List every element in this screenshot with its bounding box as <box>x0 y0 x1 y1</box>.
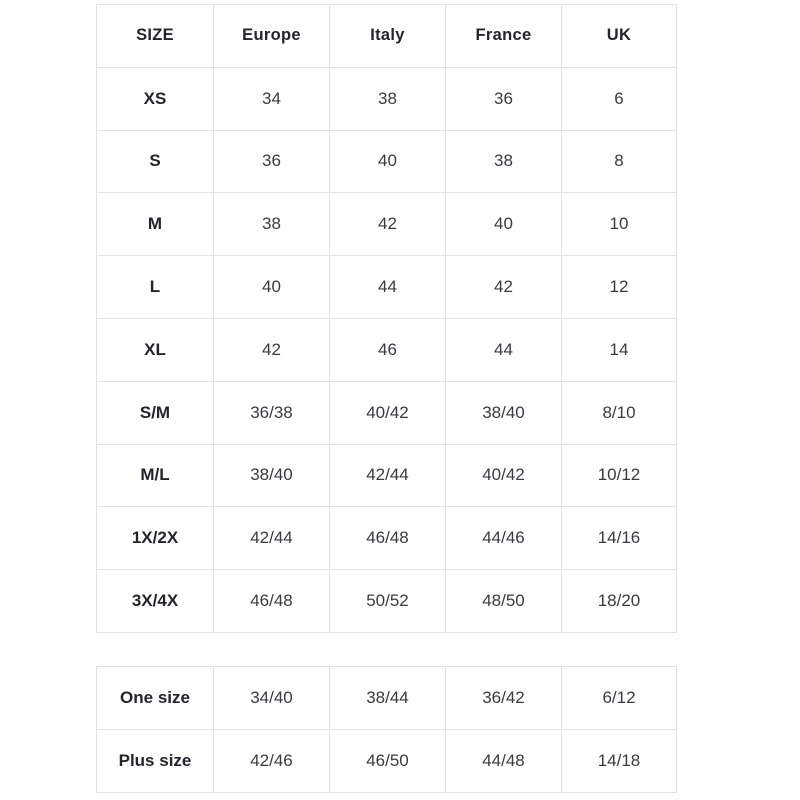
cell-italy: 50/52 <box>330 570 446 633</box>
table-row <box>97 730 677 793</box>
cell-uk: 8 <box>562 130 677 193</box>
cell-france: 38/40 <box>446 381 562 444</box>
row-label: 1X/2X <box>97 507 214 570</box>
cell-france: 36/42 <box>446 667 562 730</box>
row-label: M <box>97 193 214 256</box>
cell-uk: 14 <box>562 318 677 381</box>
size-chart-table-container <box>96 4 676 633</box>
cell-europe: 34/40 <box>214 667 330 730</box>
row-label: S <box>97 130 214 193</box>
cell-uk: 14/18 <box>562 730 677 793</box>
cell-france: 44/46 <box>446 507 562 570</box>
cell-uk: 18/20 <box>562 570 677 633</box>
cell-france: 48/50 <box>446 570 562 633</box>
cell-france: 36 <box>446 67 562 130</box>
cell-uk: 6/12 <box>562 667 677 730</box>
table-row <box>97 570 677 633</box>
table-header-row <box>97 5 677 68</box>
cell-italy: 42 <box>330 193 446 256</box>
cell-europe: 40 <box>214 256 330 319</box>
cell-europe: 34 <box>214 67 330 130</box>
row-label: XS <box>97 67 214 130</box>
cell-europe: 36 <box>214 130 330 193</box>
cell-europe: 42 <box>214 318 330 381</box>
table-row <box>97 444 677 507</box>
column-header-uk: UK <box>562 5 677 68</box>
cell-europe: 38 <box>214 193 330 256</box>
cell-europe: 46/48 <box>214 570 330 633</box>
extra-size-table-container <box>96 666 676 793</box>
cell-europe: 42/46 <box>214 730 330 793</box>
cell-italy: 42/44 <box>330 444 446 507</box>
table-row <box>97 381 677 444</box>
table-row <box>97 256 677 319</box>
cell-europe: 42/44 <box>214 507 330 570</box>
cell-italy: 38/44 <box>330 667 446 730</box>
cell-uk: 6 <box>562 67 677 130</box>
cell-italy: 44 <box>330 256 446 319</box>
cell-uk: 14/16 <box>562 507 677 570</box>
row-label: One size <box>97 667 214 730</box>
column-header-france: France <box>446 5 562 68</box>
cell-europe: 38/40 <box>214 444 330 507</box>
cell-france: 44/48 <box>446 730 562 793</box>
cell-italy: 38 <box>330 67 446 130</box>
cell-france: 40 <box>446 193 562 256</box>
column-header-size: SIZE <box>97 5 214 68</box>
cell-france: 40/42 <box>446 444 562 507</box>
table-row <box>97 318 677 381</box>
cell-france: 38 <box>446 130 562 193</box>
table-row <box>97 67 677 130</box>
row-label: L <box>97 256 214 319</box>
table-row <box>97 667 677 730</box>
table-body <box>97 67 677 632</box>
row-label: M/L <box>97 444 214 507</box>
cell-italy: 46/48 <box>330 507 446 570</box>
cell-italy: 46/50 <box>330 730 446 793</box>
column-header-europe: Europe <box>214 5 330 68</box>
row-label: XL <box>97 318 214 381</box>
cell-france: 44 <box>446 318 562 381</box>
row-label: 3X/4X <box>97 570 214 633</box>
row-label: Plus size <box>97 730 214 793</box>
column-header-italy: Italy <box>330 5 446 68</box>
cell-italy: 40 <box>330 130 446 193</box>
table-row <box>97 193 677 256</box>
cell-europe: 36/38 <box>214 381 330 444</box>
cell-uk: 8/10 <box>562 381 677 444</box>
size-chart-table <box>96 4 677 633</box>
table-row <box>97 130 677 193</box>
table-header <box>97 5 677 68</box>
cell-italy: 46 <box>330 318 446 381</box>
table-row <box>97 507 677 570</box>
cell-uk: 12 <box>562 256 677 319</box>
row-label: S/M <box>97 381 214 444</box>
cell-uk: 10 <box>562 193 677 256</box>
cell-uk: 10/12 <box>562 444 677 507</box>
extra-size-table <box>96 666 677 793</box>
extra-table-body <box>97 667 677 793</box>
cell-italy: 40/42 <box>330 381 446 444</box>
cell-france: 42 <box>446 256 562 319</box>
